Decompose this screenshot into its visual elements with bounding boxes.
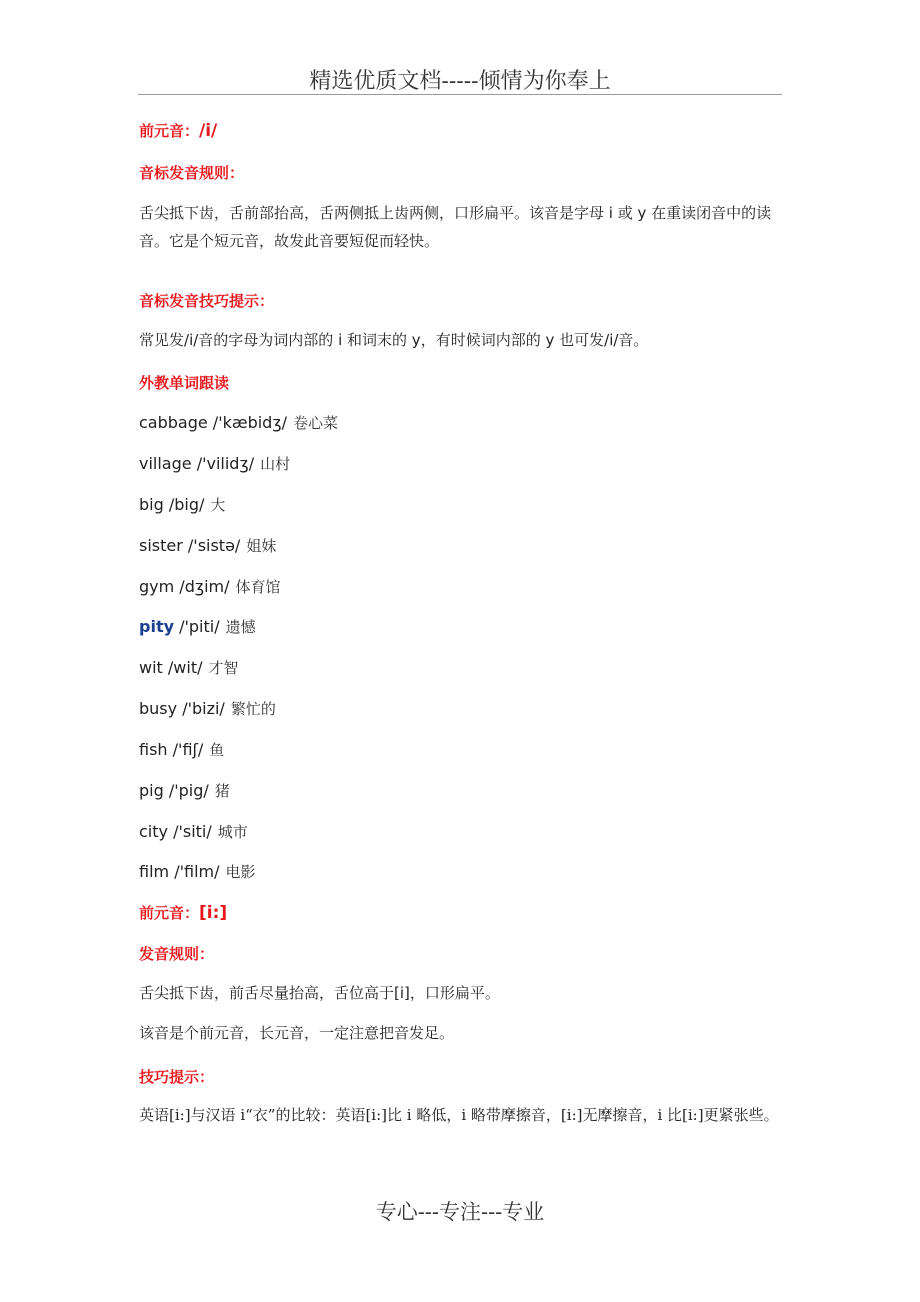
tip-letter: y bbox=[411, 331, 421, 349]
word-entry bbox=[139, 616, 256, 637]
tip-text-part: 常见发 bbox=[139, 331, 185, 349]
word-ipa: /'kæbidʒ/ bbox=[207, 413, 287, 432]
word-text: film bbox=[139, 862, 170, 881]
word-ipa: /dʒim/ bbox=[174, 577, 230, 596]
rule-text-part: 舌尖抵下齿，前舌尽量抬高，舌位高于 bbox=[139, 984, 395, 1002]
word-meaning: 繁忙的 bbox=[230, 700, 276, 718]
word-text: wit bbox=[139, 658, 163, 677]
section1-rule-title: 音标发音规则： bbox=[139, 164, 245, 182]
word-entry bbox=[139, 861, 256, 882]
word-entry bbox=[139, 821, 248, 842]
word-meaning: 才智 bbox=[208, 659, 239, 677]
word-entry bbox=[139, 494, 225, 515]
tip-text-part: 音的字母为词内部的 bbox=[198, 331, 339, 349]
word-ipa: /'bizi/ bbox=[177, 699, 225, 718]
rule-text-part: 舌尖抵下齿，舌前部抬高，舌两侧抵上齿两侧，口形扁平。该音是字母 bbox=[139, 204, 609, 222]
word-ipa: /big/ bbox=[163, 495, 205, 514]
word-text: village bbox=[139, 454, 192, 473]
section1-heading-ipa: /i/ bbox=[199, 121, 218, 141]
word-ipa: /'piti/ bbox=[174, 617, 220, 636]
rule-ipa: [i] bbox=[394, 984, 410, 1002]
section2-heading-prefix: 前元音： bbox=[139, 904, 200, 922]
word-entry bbox=[139, 535, 276, 556]
section2-heading bbox=[139, 902, 227, 923]
rule-letter-y: y bbox=[637, 204, 647, 222]
tip-letter: i bbox=[338, 331, 343, 349]
tip-ipa: /i/ bbox=[184, 331, 199, 349]
section2-tip-text: 英语[i:]与汉语 i“衣”的比较：英语[i:]比 i 略低，i 略带摩擦音，[i:]无摩擦音，i 比[i:]更紧张些。 bbox=[139, 1106, 779, 1124]
word-text-link[interactable]: pity bbox=[139, 617, 175, 636]
word-meaning: 鱼 bbox=[209, 741, 225, 759]
word-text: gym bbox=[139, 577, 175, 596]
word-meaning: 山村 bbox=[260, 455, 291, 473]
rule-text-part: 在重读闭音中的读音。它是个短元音，故发此音要短促而轻快。 bbox=[139, 204, 772, 250]
section2-rule-text-2: 该音是个前元音，长元音，一定注意把音发足。 bbox=[139, 1024, 455, 1042]
tip-text-part: 音。 bbox=[618, 331, 649, 349]
section1-rule-text bbox=[139, 199, 784, 255]
word-text: pig bbox=[139, 781, 164, 800]
section1-tip-text bbox=[139, 326, 784, 354]
section2-rule-text bbox=[139, 979, 784, 1007]
rule-letter-i: i bbox=[608, 204, 613, 222]
word-meaning: 体育馆 bbox=[235, 578, 281, 596]
word-meaning: 卷心菜 bbox=[292, 414, 338, 432]
section2-rule-title: 发音规则： bbox=[139, 945, 215, 963]
tip-text-part: 和词末的 bbox=[342, 331, 412, 349]
section1-heading bbox=[139, 120, 217, 141]
tip-ipa: /i/ bbox=[604, 331, 619, 349]
word-entry bbox=[139, 657, 239, 678]
tip-text-part: ，有时候词内部的 bbox=[420, 331, 546, 349]
word-ipa: /'siti/ bbox=[167, 822, 212, 841]
word-entry bbox=[139, 739, 224, 760]
rule-text-part: 或 bbox=[612, 204, 638, 222]
word-entry bbox=[139, 698, 276, 719]
word-ipa: /'sistə/ bbox=[182, 536, 241, 555]
word-entry bbox=[139, 780, 230, 801]
word-entry bbox=[139, 576, 281, 597]
word-meaning: 电影 bbox=[225, 863, 256, 881]
word-meaning: 城市 bbox=[217, 823, 248, 841]
word-text: sister bbox=[139, 536, 183, 555]
section1-heading-prefix: 前元音： bbox=[139, 122, 200, 140]
section2-tip-title: 技巧提示： bbox=[139, 1068, 215, 1086]
word-meaning: 大 bbox=[210, 496, 226, 514]
word-text: fish bbox=[139, 740, 168, 759]
word-meaning: 遗憾 bbox=[225, 618, 256, 636]
rule-text-part: ，口形扁平。 bbox=[409, 984, 500, 1002]
word-meaning: 猪 bbox=[214, 782, 230, 800]
page-header-title: 精选优质文档-----倾情为你奉上 bbox=[309, 69, 611, 94]
word-meaning: 姐妹 bbox=[246, 537, 277, 555]
section2-heading-ipa: [i:] bbox=[199, 903, 228, 923]
word-ipa: /wit/ bbox=[162, 658, 203, 677]
header-divider bbox=[138, 94, 782, 95]
word-text: busy bbox=[139, 699, 178, 718]
section1-words-title: 外教单词跟读 bbox=[139, 374, 230, 392]
word-text: cabbage bbox=[139, 413, 208, 432]
word-entry bbox=[139, 453, 290, 474]
word-entry bbox=[139, 412, 338, 433]
tip-letter: y bbox=[545, 331, 555, 349]
word-ipa: /'fiʃ/ bbox=[167, 740, 204, 759]
section1-tip-title: 音标发音技巧提示： bbox=[139, 292, 275, 310]
page-footer: 专心---专注---专业 bbox=[375, 1200, 545, 1224]
word-ipa: /'film/ bbox=[169, 862, 220, 881]
word-text: big bbox=[139, 495, 164, 514]
word-text: city bbox=[139, 822, 168, 841]
word-ipa: /'pig/ bbox=[163, 781, 209, 800]
word-ipa: /'vilidʒ/ bbox=[191, 454, 255, 473]
tip-text-part: 也可发 bbox=[554, 331, 605, 349]
